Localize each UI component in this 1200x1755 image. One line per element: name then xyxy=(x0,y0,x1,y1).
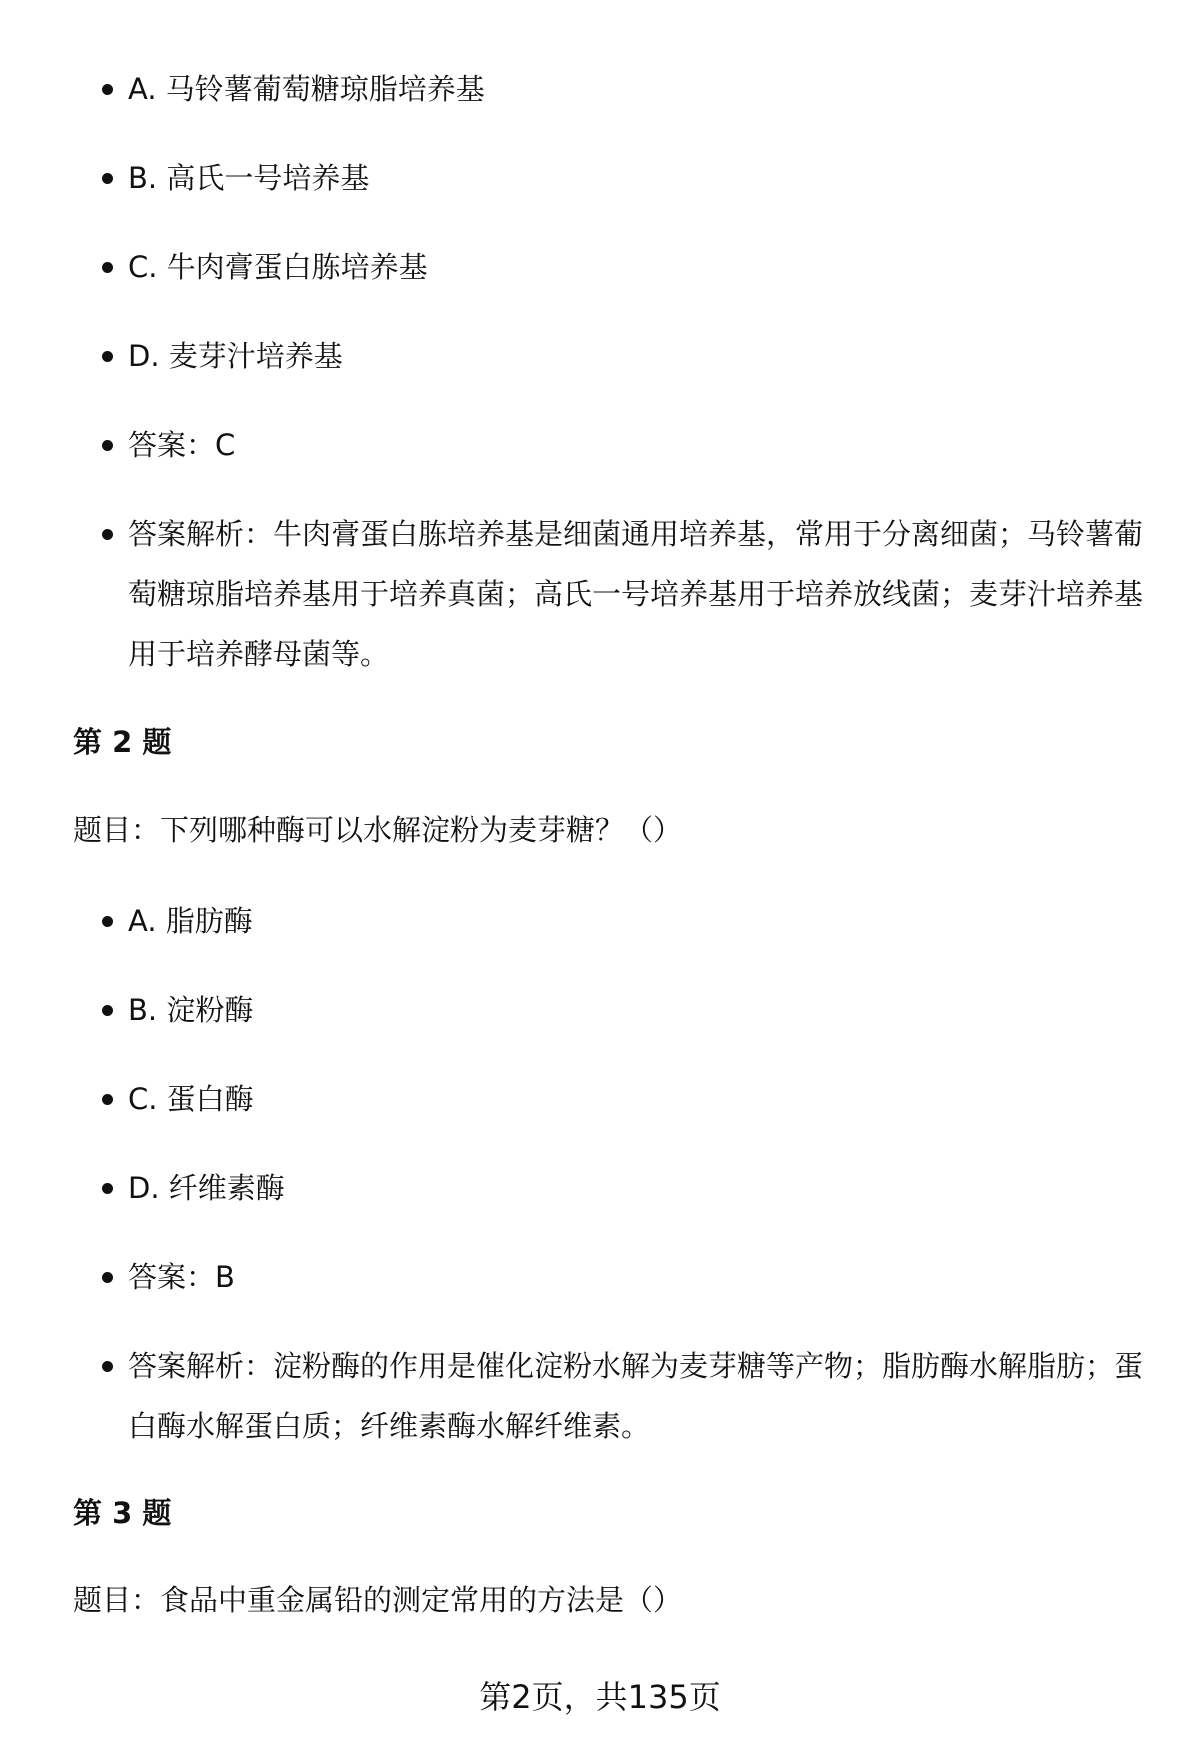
q2-option-b: B. 淀粉酶 xyxy=(128,980,1148,1040)
q3-stem: 题目：食品中重金属铅的测定常用的方法是（） xyxy=(73,1583,683,1617)
q1-answer: 答案：C xyxy=(128,415,1148,475)
q1-option-c: C. 牛肉膏蛋白胨培养基 xyxy=(128,237,1148,297)
q2-heading: 第 2 题 xyxy=(73,725,172,759)
q1-explanation: 答案解析：牛肉膏蛋白胨培养基是细菌通用培养基，常用于分离细菌；马铃薯葡萄糖琼脂培养基用于培养真菌；高氏一号培养基用于培养放线菌；麦芽汁培养基用于培养酵母菌等。 xyxy=(128,504,1148,684)
q2-stem: 题目：下列哪种酶可以水解淀粉为麦芽糖？（） xyxy=(73,813,683,847)
q2-option-c: C. 蛋白酶 xyxy=(128,1069,1148,1129)
q3-heading: 第 3 题 xyxy=(73,1496,172,1530)
q1-option-a: A. 马铃薯葡萄糖琼脂培养基 xyxy=(128,59,1148,119)
page-footer: 第2页，共135页 xyxy=(479,1678,721,1716)
q1-option-b: B. 高氏一号培养基 xyxy=(128,148,1148,208)
q2-option-d: D. 纤维素酶 xyxy=(128,1158,1148,1218)
q2-option-a: A. 脂肪酶 xyxy=(128,891,1148,951)
q2-explanation: 答案解析：淀粉酶的作用是催化淀粉水解为麦芽糖等产物；脂肪酶水解脂肪；蛋白酶水解蛋白质；纤维素酶水解纤维素。 xyxy=(128,1336,1148,1456)
q2-answer: 答案：B xyxy=(128,1247,1148,1307)
q1-option-d: D. 麦芽汁培养基 xyxy=(128,326,1148,386)
